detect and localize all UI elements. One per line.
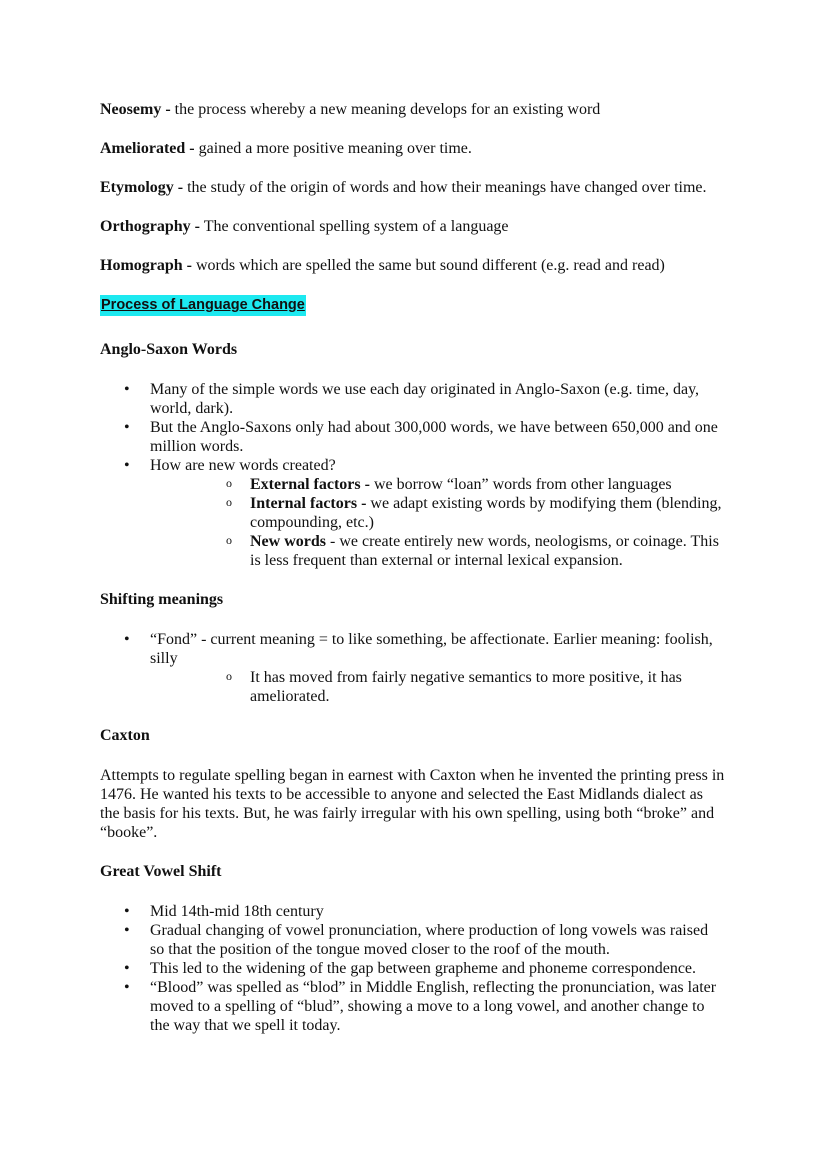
sub-text: we adapt existing words by modifying them (blending, compounding, etc.): [250, 495, 722, 531]
definition-term: Homograph -: [100, 257, 192, 274]
list-item: • Gradual changing of vowel pronunciation, where production of long vowels was raised so that the position of the tongue moved closer to the roof of the mouth.: [100, 921, 726, 959]
sub-term: New words: [250, 533, 326, 550]
definition: [100, 256, 726, 275]
definition: [100, 139, 726, 158]
list-item: • Many of the simple words we use each day originated in Anglo-Saxon (e.g. time, day, world, dark).: [100, 380, 726, 418]
list-item: • “Blood” was spelled as “blod” in Middle English, reflecting the pronunciation, was later moved to a spelling of “blud”, showing a move to a long vowel, and another change to the way that we spell it today.: [100, 978, 726, 1035]
caxton-paragraph: Attempts to regulate spelling began in earnest with Caxton when he invented the printing press in 1476. He wanted his texts to be accessible to anyone and selected the East Midlands dialect as the basis for his texts. But, he was fairly irregular with his own spelling, using both “broke” and “booke”.: [100, 767, 725, 841]
list-item: • Mid 14th-mid 18th century: [100, 902, 726, 921]
sub-list-item: [150, 475, 726, 494]
sub-term: Internal factors -: [250, 495, 367, 512]
vowel-shift-list: [100, 902, 726, 1035]
definition-text: the process whereby a new meaning develops for an existing word: [170, 101, 601, 118]
definition-text: gained a more positive meaning over time.: [194, 140, 472, 157]
sub-list-item: [150, 494, 726, 532]
section-title-row: [100, 295, 726, 316]
sub-text: we borrow “loan” words from other languages: [369, 476, 672, 493]
sub-list: [150, 668, 726, 706]
heading-caxton: Caxton: [100, 727, 150, 744]
sub-list-item: [150, 532, 726, 570]
sub-list-item: o It has moved from fairly negative semantics to more positive, it has ameliorated.: [150, 668, 726, 706]
section-title: Process of Language Change: [100, 295, 306, 316]
sub-text: - we create entirely new words, neologisms, or coinage. This is less frequent than external or internal lexical expansion.: [250, 533, 719, 569]
heading-shifting-meanings: Shifting meanings: [100, 591, 224, 608]
list-item: [100, 630, 726, 706]
definition: [100, 100, 726, 119]
sub-term: External factors -: [250, 476, 370, 493]
list-item-text: How are new words created?: [150, 457, 336, 474]
definition-term: Neosemy -: [100, 101, 171, 118]
heading-anglo-saxon: Anglo-Saxon Words: [100, 341, 238, 358]
list-item: [100, 456, 726, 570]
definition: [100, 217, 726, 236]
list-item-text: “Fond” - current meaning = to like something, be affectionate. Earlier meaning: foolish, silly: [150, 631, 713, 667]
heading-great-vowel-shift: Great Vowel Shift: [100, 863, 222, 880]
document-page: [100, 100, 726, 1055]
definition-text: The conventional spelling system of a language: [200, 218, 509, 235]
shifting-list: [100, 630, 726, 706]
sub-list: [150, 475, 726, 570]
anglo-saxon-list: [100, 380, 726, 570]
list-item: • But the Anglo-Saxons only had about 300,000 words, we have between 650,000 and one million words.: [100, 418, 726, 456]
definition-text: words which are spelled the same but sound different (e.g. read and read): [192, 257, 665, 274]
definition: [100, 178, 726, 197]
list-item: • This led to the widening of the gap between grapheme and phoneme correspondence.: [100, 959, 726, 978]
definition-term: Etymology -: [100, 179, 184, 196]
definition-text: the study of the origin of words and how their meanings have changed over time.: [183, 179, 707, 196]
definition-term: Ameliorated -: [100, 140, 195, 157]
definition-term: Orthography -: [100, 218, 200, 235]
